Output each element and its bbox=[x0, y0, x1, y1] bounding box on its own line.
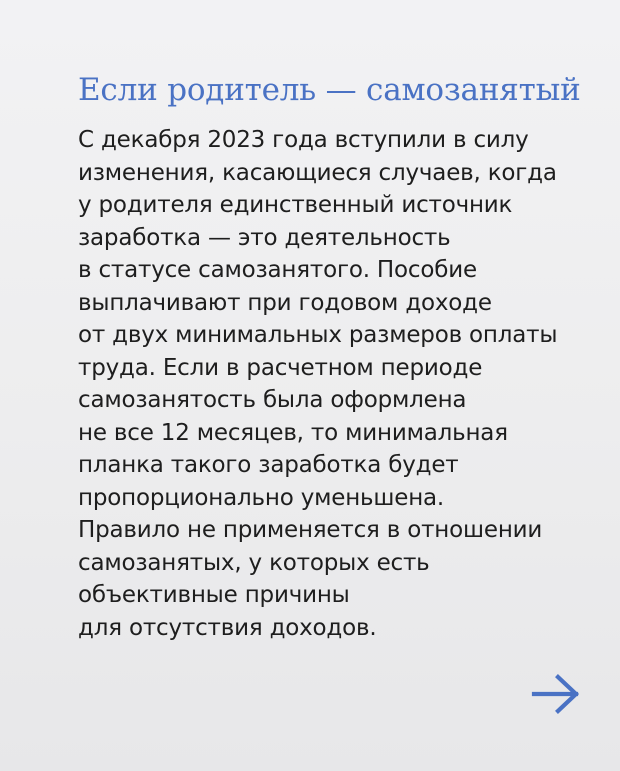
body-line: объективные причины bbox=[78, 582, 350, 608]
body-line: для отсутствия доходов. bbox=[78, 614, 377, 641]
body-line: от двух минимальных размеров оплаты bbox=[78, 322, 558, 348]
arrow-right-icon bbox=[528, 672, 584, 716]
body-line: С декабря 2023 года вступили в силу bbox=[78, 127, 529, 153]
body-line: выплачивают при годовом доходе bbox=[78, 289, 492, 316]
body-line: самозанятость была оформлена bbox=[78, 387, 467, 413]
body-text bbox=[78, 124, 598, 644]
body-line: заработка — это деятельность bbox=[78, 224, 451, 251]
body-line: в статусе самозанятого. Пособие bbox=[78, 257, 477, 283]
body-line: у родителя единственный источник bbox=[78, 192, 513, 218]
slide-title: Если родитель — самозанятый bbox=[78, 72, 581, 108]
body-line: изменения, касающиеся случаев, когда bbox=[78, 159, 557, 186]
body-line: труда. Если в расчетном периоде bbox=[78, 354, 483, 381]
next-slide-button[interactable] bbox=[528, 672, 584, 716]
body-line: Правило не применяется в отношении bbox=[78, 517, 543, 543]
body-line: самозанятых, у которых есть bbox=[78, 549, 430, 576]
body-line: не все 12 месяцев, то минимальная bbox=[78, 419, 508, 446]
body-line: пропорционально уменьшена. bbox=[78, 484, 445, 511]
body-line: планка такого заработка будет bbox=[78, 452, 459, 478]
